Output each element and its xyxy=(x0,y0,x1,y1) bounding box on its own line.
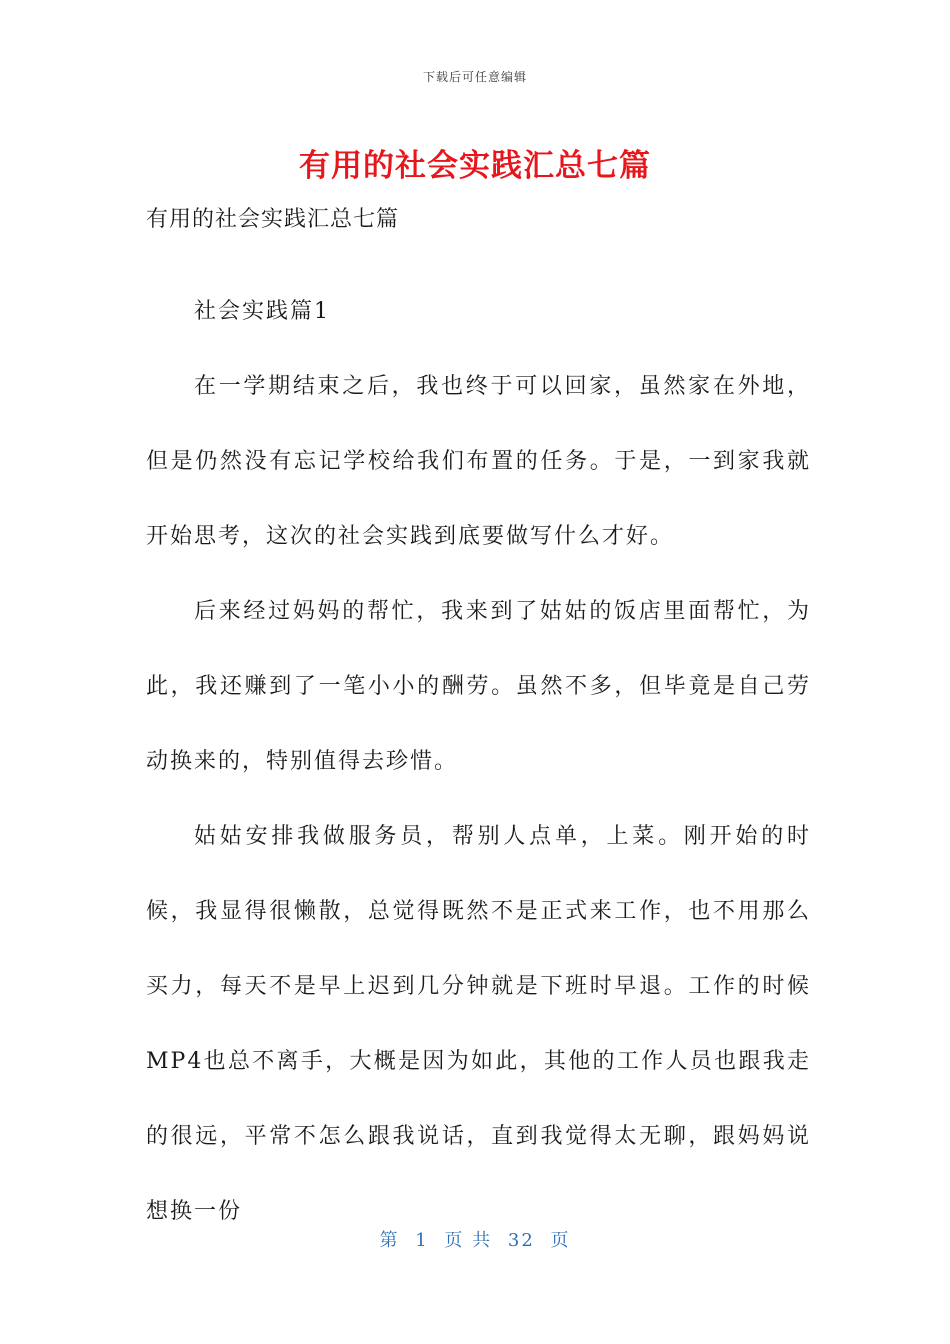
section-heading: 社会实践篇1 xyxy=(194,299,330,324)
body-paragraph: 后来经过妈妈的帮忙，我来到了姑姑的饭店里面帮忙，为此，我还赚到了一笔小小的酬劳。虽然不多，但毕竟是自己劳动换来的，特别值得去珍惜。 xyxy=(146,599,811,774)
document-title: 有用的社会实践汇总七篇 xyxy=(299,148,651,184)
footer-current-page: 1 xyxy=(415,1230,429,1251)
page-header-note: 下载后可任意编辑 xyxy=(422,70,527,84)
page-footer xyxy=(0,1226,950,1252)
footer-prefix: 第 xyxy=(379,1230,400,1251)
footer-total-pages: 32 xyxy=(507,1230,535,1251)
footer-suffix: 页 xyxy=(550,1230,571,1251)
document-body xyxy=(146,198,811,1249)
body-paragraph: 姑姑安排我做服务员，帮别人点单，上菜。刚开始的时候，我显得很懒散，总觉得既然不是正式来工作，也不用那么买力，每天不是早上迟到几分钟就是下班时早退。工作的时候MP4也总不离手，大概是因为如此，其他的工作人员也跟我走的很远，平常不怎么跟我说话，直到我觉得太无聊，跟妈妈说想换一份 xyxy=(146,824,811,1224)
body-paragraph: 在一学期结束之后，我也终于可以回家，虽然家在外地，但是仍然没有忘记学校给我们布置的任务。于是，一到家我就开始思考，这次的社会实践到底要做写什么才好。 xyxy=(146,374,811,549)
document-subtitle: 有用的社会实践汇总七篇 xyxy=(146,207,400,232)
footer-middle: 页 共 xyxy=(444,1230,493,1251)
